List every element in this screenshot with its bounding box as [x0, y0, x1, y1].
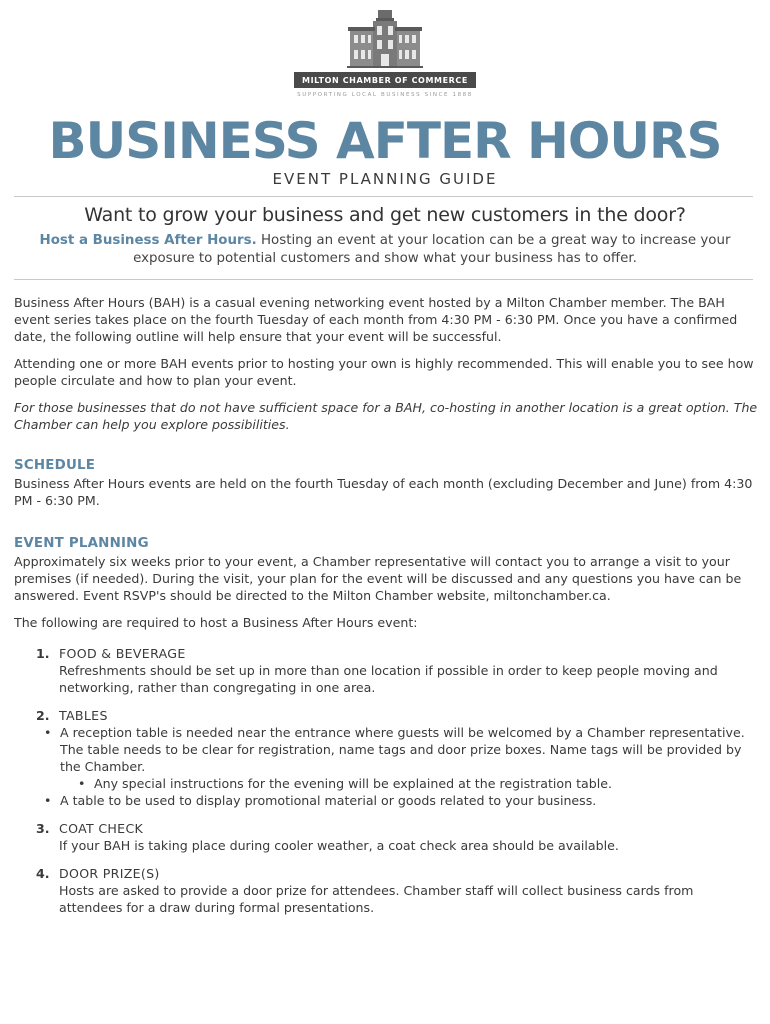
logo-org-name: MILTON CHAMBER OF COMMERCE — [294, 72, 476, 88]
intro-text: Hosting an event at your location can be a great way to increase your exposure to potential customers and show what your business has to offer. — [133, 233, 731, 266]
requirement-text: Refreshments should be set up in more than one location if possible in order to keep people moving and networking, rather than congregating in one area. — [59, 663, 718, 695]
divider-intro — [14, 279, 753, 280]
requirement-food — [14, 645, 758, 696]
requirement-door-prize — [14, 865, 758, 916]
requirement-text: If your BAH is taking place during cooler weather, a coat check area should be available. — [59, 838, 619, 853]
intro-lead: Host a Business After Hours. — [39, 233, 257, 248]
schedule-heading: SCHEDULE — [14, 458, 96, 473]
bullet-display-table: • A table to be used to display promotional material or goods related to your business. — [37, 792, 758, 809]
requirements-intro: The following are required to host a Business After Hours event: — [14, 615, 418, 630]
headline: Want to grow your business and get new customers in the door? — [84, 204, 686, 226]
requirement-number: 2. — [36, 708, 50, 723]
document-body — [14, 294, 758, 927]
page-title: BUSINESS AFTER HOURS — [48, 112, 722, 170]
chamber-logo — [0, 10, 770, 98]
requirement-tables — [14, 707, 758, 809]
requirement-text: Hosts are asked to provide a door prize for attendees. Chamber staff will collect business cards from attendees for a draw during formal presentations. — [59, 883, 694, 915]
planning-text: Approximately six weeks prior to your event, a Chamber representative will contact you to arrange a visit to your premises (if needed). During the visit, your plan for the event will be discussed and any questions you have can be answered. Event RSVP's should be directed to the Milton Chamber website, miltonchamber.ca. — [14, 554, 742, 603]
planning-heading: EVENT PLANNING — [14, 536, 149, 551]
requirement-title: FOOD & BEVERAGE — [59, 646, 186, 661]
requirements-list — [14, 645, 758, 916]
requirement-number: 1. — [36, 646, 50, 661]
paragraph-cohost: For those businesses that do not have sufficient space for a BAH, co-hosting in another location is a great option. The Chamber can help you explore possibilities. — [14, 400, 758, 432]
requirement-title: DOOR PRIZE(S) — [59, 866, 160, 881]
logo-tagline: SUPPORTING LOCAL BUSINESS SINCE 1888 — [297, 92, 473, 98]
requirement-title: COAT CHECK — [59, 821, 144, 836]
schedule-text: Business After Hours events are held on the fourth Tuesday of each month (excluding December and June) from 4:30 PM - 6:30 PM. — [14, 476, 753, 508]
paragraph-attend: Attending one or more BAH events prior to hosting your own is highly recommended. This will enable you to see how people circulate and how to plan your event. — [14, 356, 754, 388]
page-subtitle: EVENT PLANNING GUIDE — [272, 170, 498, 188]
building-logo-icon — [347, 10, 423, 68]
intro-paragraph — [30, 232, 740, 268]
paragraph-overview: Business After Hours (BAH) is a casual evening networking event hosted by a Milton Chamber member. The BAH event series takes place on the fourth Tuesday of each month from 4:30 PM - 6:30 PM. Once you have a confirmed date, the following outline will help ensure that your event will be successful. — [14, 295, 738, 344]
requirement-number: 4. — [36, 866, 50, 881]
requirement-number: 3. — [36, 821, 50, 836]
tables-bullets — [37, 724, 758, 809]
requirement-title: TABLES — [59, 708, 108, 723]
divider-top — [14, 196, 753, 197]
bullet-special-instructions: • Any special instructions for the evening will be explained at the registration table. — [37, 775, 758, 792]
requirement-coat-check — [14, 820, 758, 854]
bullet-reception-table: • A reception table is needed near the entrance where guests will be welcomed by a Chamber representative. The table needs to be clear for registration, name tags and door prize boxes. Name tags will be provided by the Chamber. — [37, 724, 758, 775]
